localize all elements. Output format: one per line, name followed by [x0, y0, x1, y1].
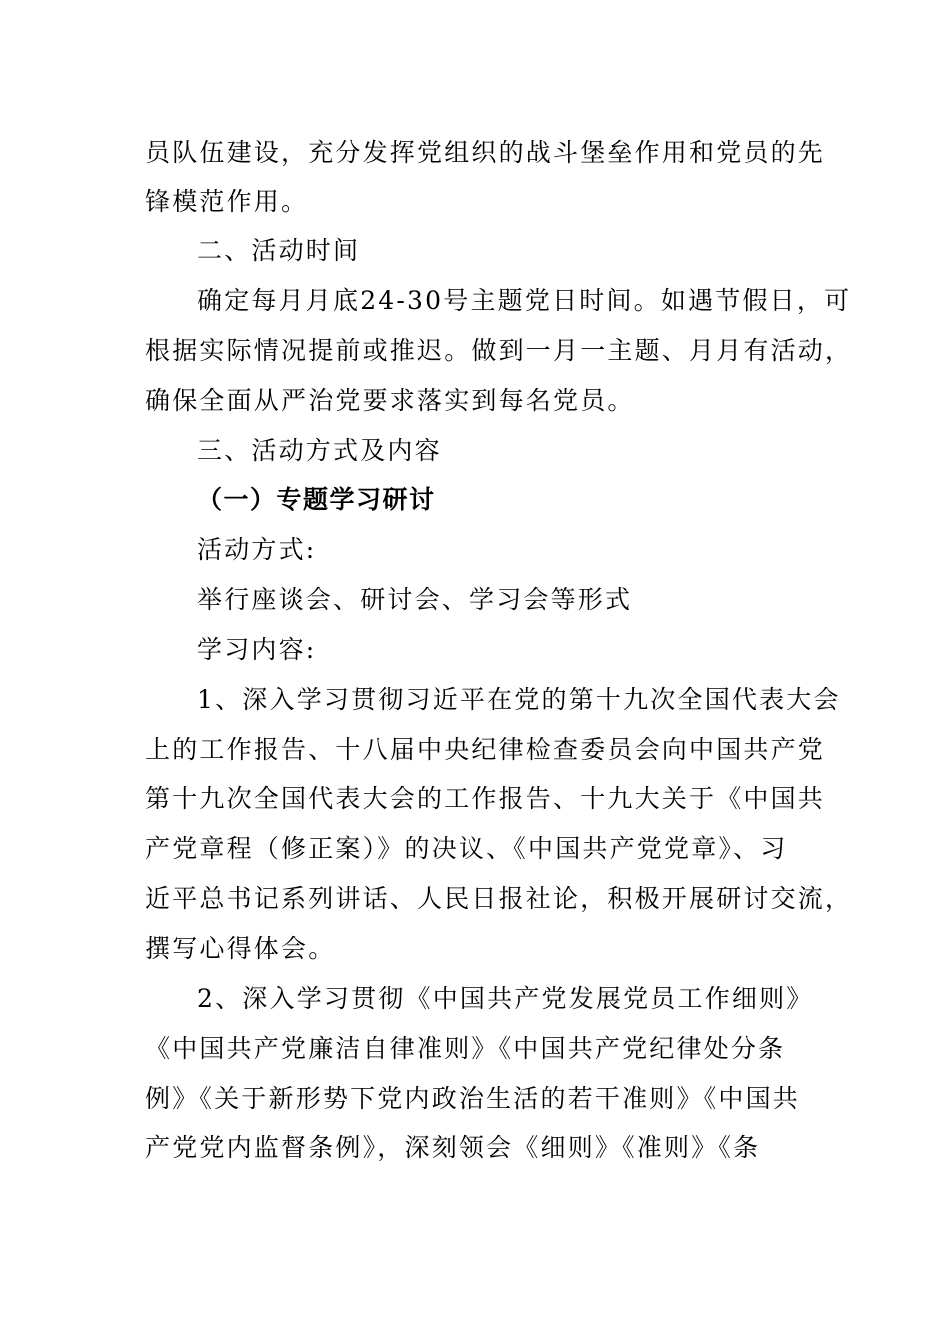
paragraph-line: 根据实际情况提前或推迟。做到一月一主题、月月有活动，	[145, 336, 853, 365]
paragraph-line: 举行座谈会、研讨会、学习会等形式	[197, 585, 633, 614]
paragraph-line: 确保全面从严治党要求落实到每名党员。	[145, 386, 635, 415]
paragraph-line: 第十九次全国代表大会的工作报告、十九大关于《中国共	[145, 784, 826, 813]
paragraph-line: 学习内容:	[197, 635, 317, 664]
paragraph-line: 产党党内监督条例》，深刻领会《细则》《准则》《条	[145, 1133, 761, 1162]
paragraph-line: 2、深入学习贯彻《中国共产党发展党员工作细则》	[197, 984, 814, 1013]
paragraph-line: 锋模范作用。	[145, 187, 309, 216]
paragraph-line: 员队伍建设，充分发挥党组织的战斗堡垒作用和党员的先	[145, 138, 826, 167]
subsection-heading: （一）专题学习研讨	[197, 485, 436, 514]
paragraph-line: 产党章程（修正案）》的决议、《中国共产党党章》、习	[145, 834, 788, 863]
paragraph-line: 1、深入学习贯彻习近平在党的第十九次全国代表大会	[197, 685, 841, 714]
paragraph-line: 例》《关于新形势下党内政治生活的若干准则》《中国共	[145, 1084, 801, 1113]
paragraph-line: 确定每月月底24-30号主题党日时间。如遇节假日，可	[197, 286, 852, 315]
paragraph-line: 《中国共产党廉洁自律准则》《中国共产党纪律处分条	[145, 1034, 786, 1063]
section-heading: 三、活动方式及内容	[197, 436, 442, 465]
paragraph-line: 上的工作报告、十八届中央纪律检查委员会向中国共产党	[145, 735, 826, 764]
section-heading: 二、活动时间	[197, 236, 361, 265]
paragraph-line: 活动方式:	[197, 535, 317, 564]
paragraph-line: 近平总书记系列讲话、人民日报社论，积极开展研讨交流，	[145, 884, 853, 913]
paragraph-line: 撰写心得体会。	[145, 934, 336, 963]
